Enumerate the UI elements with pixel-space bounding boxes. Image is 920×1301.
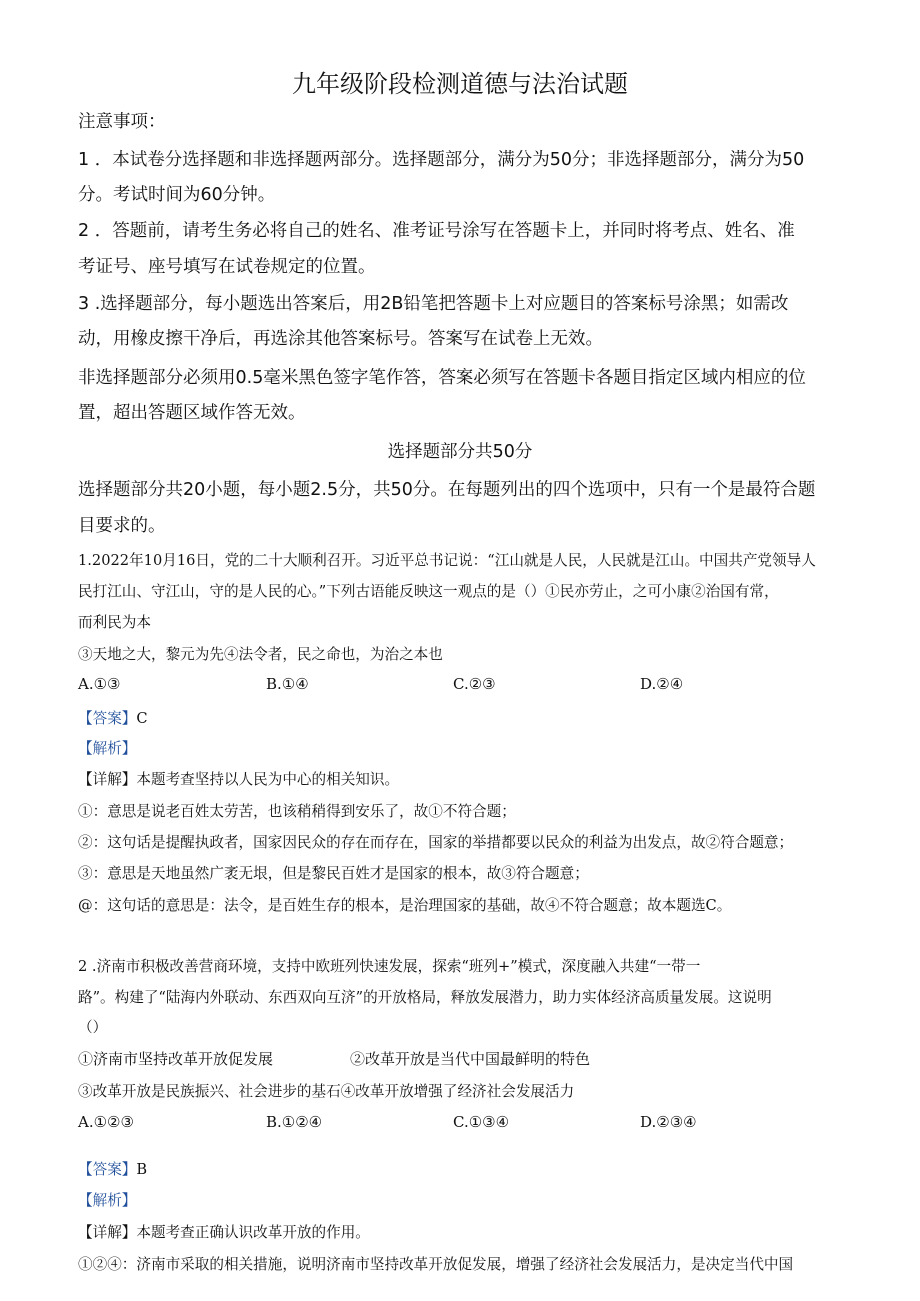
notes-line: 动，用橡皮擦干净后，再选涂其他答案标号。答案写在试卷上无效。	[78, 329, 603, 349]
q1-answer	[78, 707, 148, 728]
notes-line: 置，超出答题区域作答无效。	[78, 403, 306, 423]
q2-choice-2: ②改革开放是当代中国最鲜明的特色	[350, 1050, 591, 1068]
q2-option-b: B.①②④	[266, 1113, 323, 1131]
section-intro: 目要求的。	[78, 516, 166, 536]
q1-stem-line: 民打江山、守江山，守的是人民的心。”下列古语能反映这一观点的是（）①民亦劳止，之可小康②治国有常，	[78, 583, 779, 600]
q1-explain-line: ②：这句话是提醒执政者，国家因民众的存在而存在，国家的举措都要以民众的利益为出发点，故②符合题意；	[78, 834, 794, 851]
q1-stem-line: 1.2022年10月16日，党的二十大顺利召开。习近平总书记说：“江山就是人民，人民就是江山。中国共产党领导人	[78, 552, 816, 569]
detail-text: 本题考查正确认识改革开放的作用。	[136, 1224, 370, 1241]
q1-stem-line: ③天地之大，黎元为先④法令者，民之命也，为治之本也	[78, 646, 443, 663]
q1-option-d: D.②④	[640, 675, 684, 693]
q1-detail	[78, 768, 399, 789]
q2-choice-1: ①济南市坚持改革开放促发展	[78, 1050, 274, 1068]
detail-tag: 【详解】	[78, 771, 137, 788]
q2-option-c: C.①③④	[453, 1113, 510, 1131]
answer-value: C	[136, 710, 148, 727]
detail-tag: 【详解】	[78, 1224, 137, 1241]
notes-line: 1 ．本试卷分选择题和非选择题两部分。选择题部分，满分为50分；非选择题部分，满分为50	[78, 150, 805, 170]
q2-stem-line: 路”。构建了“陆海内外联动、东西双向互济”的开放格局，释放发展潜力，助力实体经济高质量发展。这说明	[78, 989, 772, 1006]
page-title: 九年级阶段检测道德与法治试题	[292, 70, 628, 98]
notes-line: 非选择题部分必须用0.5毫米黑色签字笔作答，答案必须写在答题卡各题目指定区域内相应的位	[78, 368, 806, 388]
q2-answer	[78, 1158, 147, 1179]
q1-explain-line: ③：意思是天地虽然广袤无垠，但是黎民百姓才是国家的根本，故③符合题意；	[78, 865, 589, 882]
answer-tag: 【答案】	[78, 710, 137, 727]
notes-line: 2 ．答题前，请考生务必将自己的姓名、准考证号涂写在答题卡上，并同时将考点、姓名、准	[78, 221, 795, 241]
notes-line: 分。考试时间为60分钟。	[78, 185, 276, 205]
q1-explain-line: @：这句话的意思是：法令，是百姓生存的根本，是治理国家的基础，故④不符合题意；故本题选C。	[78, 897, 732, 914]
q2-option-d: D.②③④	[640, 1113, 697, 1131]
q2-stem-line: 2 .济南市积极改善营商环境，支持中欧班列快速发展，探索“班列+”模式，深度融入共建“一带一	[78, 958, 701, 975]
q2-choice-3-4: ③改革开放是民族振兴、社会进步的基石④改革开放增强了经济社会发展活力	[78, 1083, 575, 1100]
q1-option-c: C.②③	[453, 675, 496, 693]
answer-tag: 【答案】	[78, 1161, 137, 1178]
q1-analysis-tag: 【解析】	[78, 740, 137, 757]
q2-explain-line: ①②④：济南市采取的相关措施，说明济南市坚持改革开放促发展，增强了经济社会发展活力，是决定当代中国	[78, 1256, 794, 1273]
detail-text: 本题考查坚持以人民为中心的相关知识。	[136, 771, 400, 788]
q1-option-b: B.①④	[266, 675, 309, 693]
notes-line: 3 .选择题部分，每小题选出答案后，用2B铅笔把答题卡上对应题目的答案标号涂黑；如需改	[78, 294, 789, 314]
q2-stem-line: （）	[78, 1019, 108, 1036]
q2-option-a: A.①②③	[78, 1113, 134, 1131]
q2-analysis-tag: 【解析】	[78, 1192, 137, 1209]
section-heading: 选择题部分共50分	[387, 442, 533, 462]
notes-heading: 注意事项：	[78, 112, 166, 132]
q1-option-a: A.①③	[78, 675, 121, 693]
answer-value: B	[136, 1161, 148, 1178]
section-intro: 选择题部分共20小题，每小题2.5分，共50分。在每题列出的四个选项中，只有一个是最符合题	[78, 480, 816, 500]
q1-explain-line: ①：意思是说老百姓太劳苦，也该稍稍得到安乐了，故①不符合题；	[78, 803, 516, 820]
q1-stem-line: 而利民为本	[78, 614, 151, 631]
notes-line: 考证号、座号填写在试卷规定的位置。	[78, 257, 376, 277]
q2-detail	[78, 1221, 370, 1242]
